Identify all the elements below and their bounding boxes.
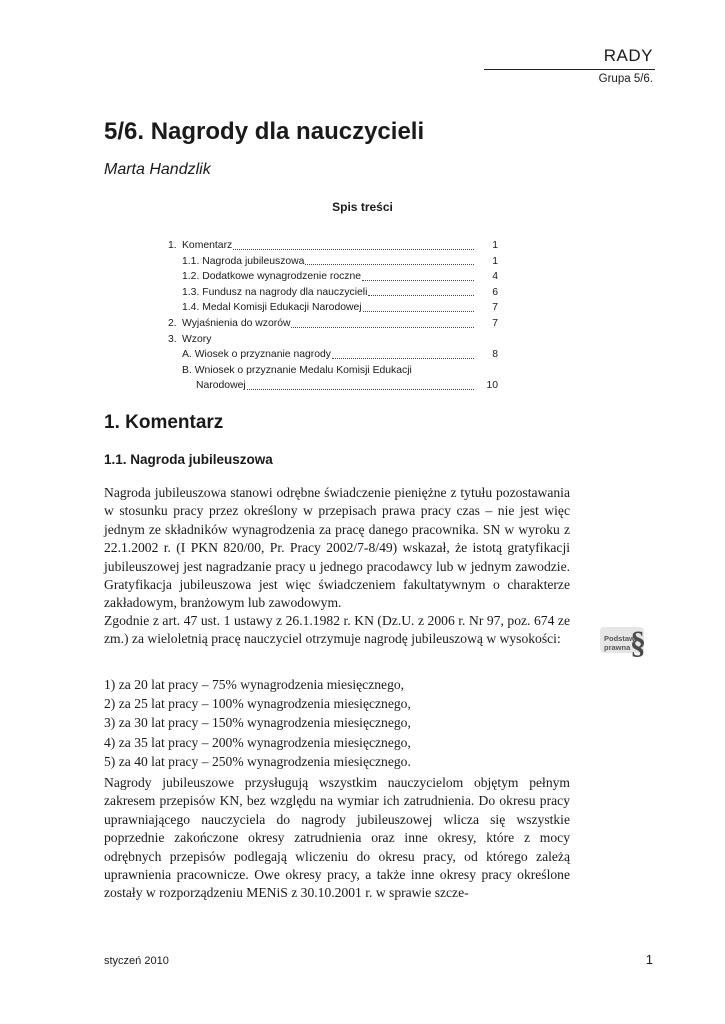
toc-entry[interactable]: 1.4. Medal Komisji Edukacji Narodowej 7 [182, 302, 498, 314]
award-list [104, 675, 411, 771]
paragraph: Nagroda jubileuszowa stanowi odrębne świadczenie pieniężne z tytułu pozostawania w stosunku pracy przez określony w przepisach prawa pracy czas – nie jest więc jednym ze składników wynagrodzenia za pracę danego pracownika. SN w wyroku z 22.1.2002 r. (I PKN 820/00, Pr. Pracy 2002/7-8/49) wskazał, że istotą gratyfikacji jubileuszowej jest nagradzanie pracy u jednego pracodawcy lub w jednym zawodzie. Gratyfikacja jubileuszowa jest więc świadczeniem fakultatywnym o charakterze zakładowym, branżowym lub zawodowym. [104, 485, 570, 611]
toc-entry[interactable]: 1.3. Fundusz na nagrody dla nauczycieli 6 [182, 286, 498, 298]
list-item: 4) za 35 lat pracy – 200% wynagrodzenia miesięcznego, [104, 734, 411, 750]
paragraph: Zgodnie z art. 47 ust. 1 ustawy z 26.1.1982 r. KN (Dz.U. z 2006 r. Nr 97, poz. 674 ze zm.) za wieloletnią pracę nauczyciel otrzymuje nagrodę jubileuszową w wysokości: [104, 613, 570, 647]
page-number: 1 [645, 952, 653, 967]
toc-entry[interactable]: A. Wiosek o przyznanie nagrody 8 [182, 349, 498, 361]
toc-entry[interactable]: Narodowej 10 [196, 380, 498, 392]
header-section: RADY [603, 46, 653, 65]
list-item: 2) za 25 lat pracy – 100% wynagrodzenia miesięcznego, [104, 696, 411, 712]
toc-entry[interactable]: B. Wniosek o przyznanie Medalu Komisji Edukacji [182, 364, 412, 376]
toc-entry[interactable]: 1. Komentarz 1 [168, 240, 498, 251]
page-title: 5/6. Nagrody dla nauczycieli [104, 118, 425, 145]
toc-heading: Spis treści [332, 200, 393, 214]
toc-entry[interactable]: 3. Wzory [168, 333, 212, 345]
footer-date: styczeń 2010 [104, 955, 169, 967]
list-item: 3) za 30 lat pracy – 150% wynagrodzenia miesięcznego, [104, 715, 411, 731]
section-heading: 1. Komentarz [104, 412, 224, 433]
legal-basis-label: Podstawa prawna [604, 634, 640, 652]
toc-entry[interactable]: 1.1. Nagroda jubileuszowa 1 [182, 255, 498, 267]
paragraph: Nagrody jubileuszowe przysługują wszystkim nauczycielom objętym pełnym zakresem przepisów KN, bez względu na wymiar ich zatrudnienia. Do okresu pracy uprawniającego nauczyciela do nagrody jubileuszowej wlicza się wszystkie poprzednie zakończone okresy zatrudnienia oraz inne okresy, które z mocy odrębnych przepisów podlegają wliczeniu do okresu pracy, od którego zależą uprawnienia pracownicze. Owe okresy pracy, a także inne okresy pracy określone zostały w rozporządzeniu MENiS z 30.10.2001 r. w sprawie szcze- [104, 775, 570, 901]
svg-text:§: § [630, 624, 646, 659]
toc-entry[interactable]: 1.2. Dodatkowe wynagrodzenie roczne 4 [182, 271, 498, 283]
author: Marta Handzlik [104, 161, 211, 178]
list-item: 1) za 20 lat pracy – 75% wynagrodzenia miesięcznego, [104, 677, 405, 692]
subsection-heading: 1.1. Nagroda jubileuszowa [104, 452, 273, 467]
header-rule [484, 69, 655, 70]
table-of-contents [168, 238, 498, 394]
header-group: Grupa 5/6. [598, 73, 653, 85]
toc-entry[interactable]: 2. Wyjaśnienia do wzorów 7 [168, 317, 498, 329]
list-item: 5) za 40 lat pracy – 250% wynagrodzenia miesięcznego. [104, 753, 411, 769]
